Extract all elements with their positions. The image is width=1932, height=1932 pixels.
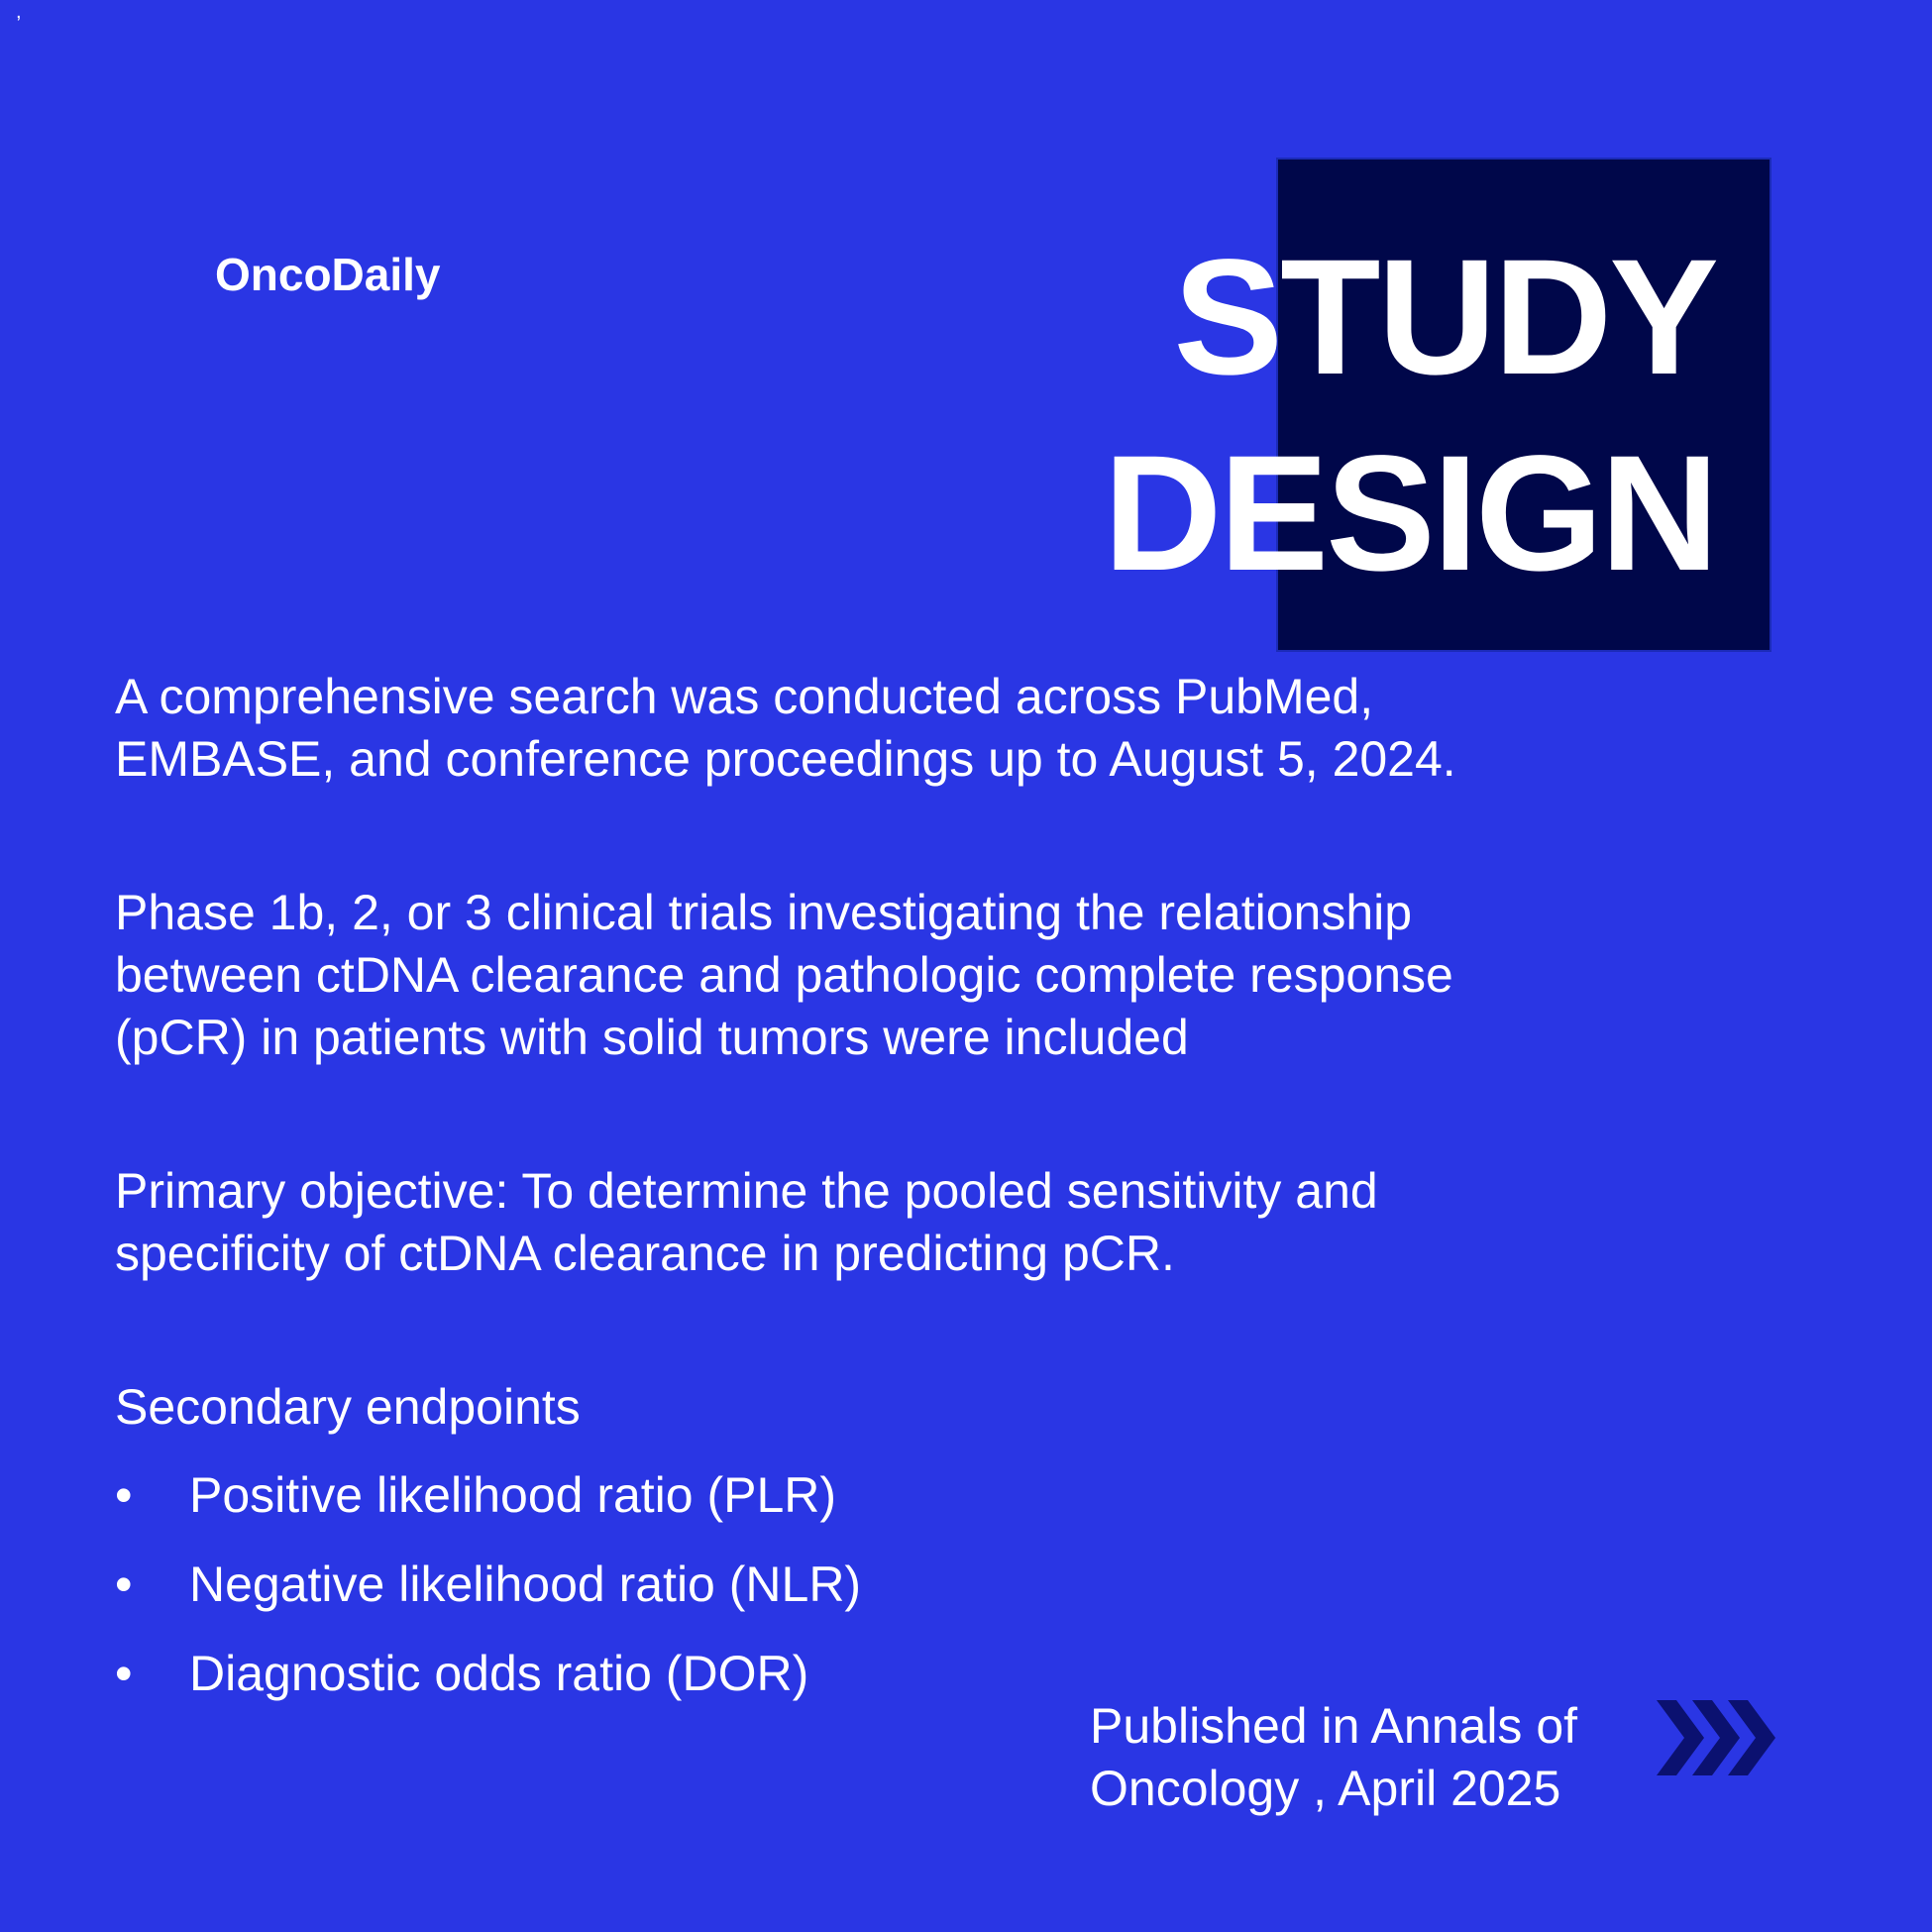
list-item-label: Diagnostic odds ratio (DOR) — [189, 1646, 809, 1701]
chevrons-right-icon[interactable] — [1657, 1700, 1801, 1775]
objective-line-1: Primary objective: To determine the pooled sensitivity and — [115, 1163, 1378, 1219]
primary-objective-paragraph — [115, 1160, 1601, 1285]
title-line-2: DESIGN — [1103, 422, 1716, 605]
inclusion-paragraph — [115, 882, 1601, 1069]
objective-line-2: specificity of ctDNA clearance in predicting pCR. — [115, 1226, 1175, 1281]
page-title — [1104, 220, 1716, 612]
inclusion-line-2: between ctDNA clearance and pathologic complete response — [115, 947, 1453, 1003]
search-paragraph — [115, 666, 1601, 791]
brand-name: OncoDaily — [215, 249, 441, 300]
list-item — [115, 1464, 1601, 1527]
list-item-label: Negative likelihood ratio (NLR) — [189, 1556, 862, 1612]
bullet-glyph: • — [115, 1646, 133, 1701]
list-item-label: Positive likelihood ratio (PLR) — [189, 1467, 837, 1523]
inclusion-line-1: Phase 1b, 2, or 3 clinical trials investigating the relationship — [115, 885, 1413, 940]
corner-mark: , — [16, 1, 22, 23]
study-design-content — [115, 666, 1601, 1732]
publication-line-1: Published in Annals of — [1090, 1698, 1578, 1754]
title-line-1: STUDY — [1173, 226, 1716, 409]
publication-info — [1090, 1695, 1577, 1820]
list-item — [115, 1554, 1601, 1616]
search-line-2: EMBASE, and conference proceedings up to August 5, 2024. — [115, 731, 1456, 787]
publication-line-2: Oncology , April 2025 — [1090, 1761, 1561, 1816]
secondary-endpoints-list — [115, 1464, 1601, 1705]
secondary-endpoints-heading: Secondary endpoints — [115, 1379, 581, 1435]
bullet-glyph: • — [115, 1467, 133, 1523]
inclusion-line-3: (pCR) in patients with solid tumors were included — [115, 1010, 1189, 1065]
search-line-1: A comprehensive search was conducted across PubMed, — [115, 669, 1374, 724]
bullet-glyph: • — [115, 1556, 133, 1612]
